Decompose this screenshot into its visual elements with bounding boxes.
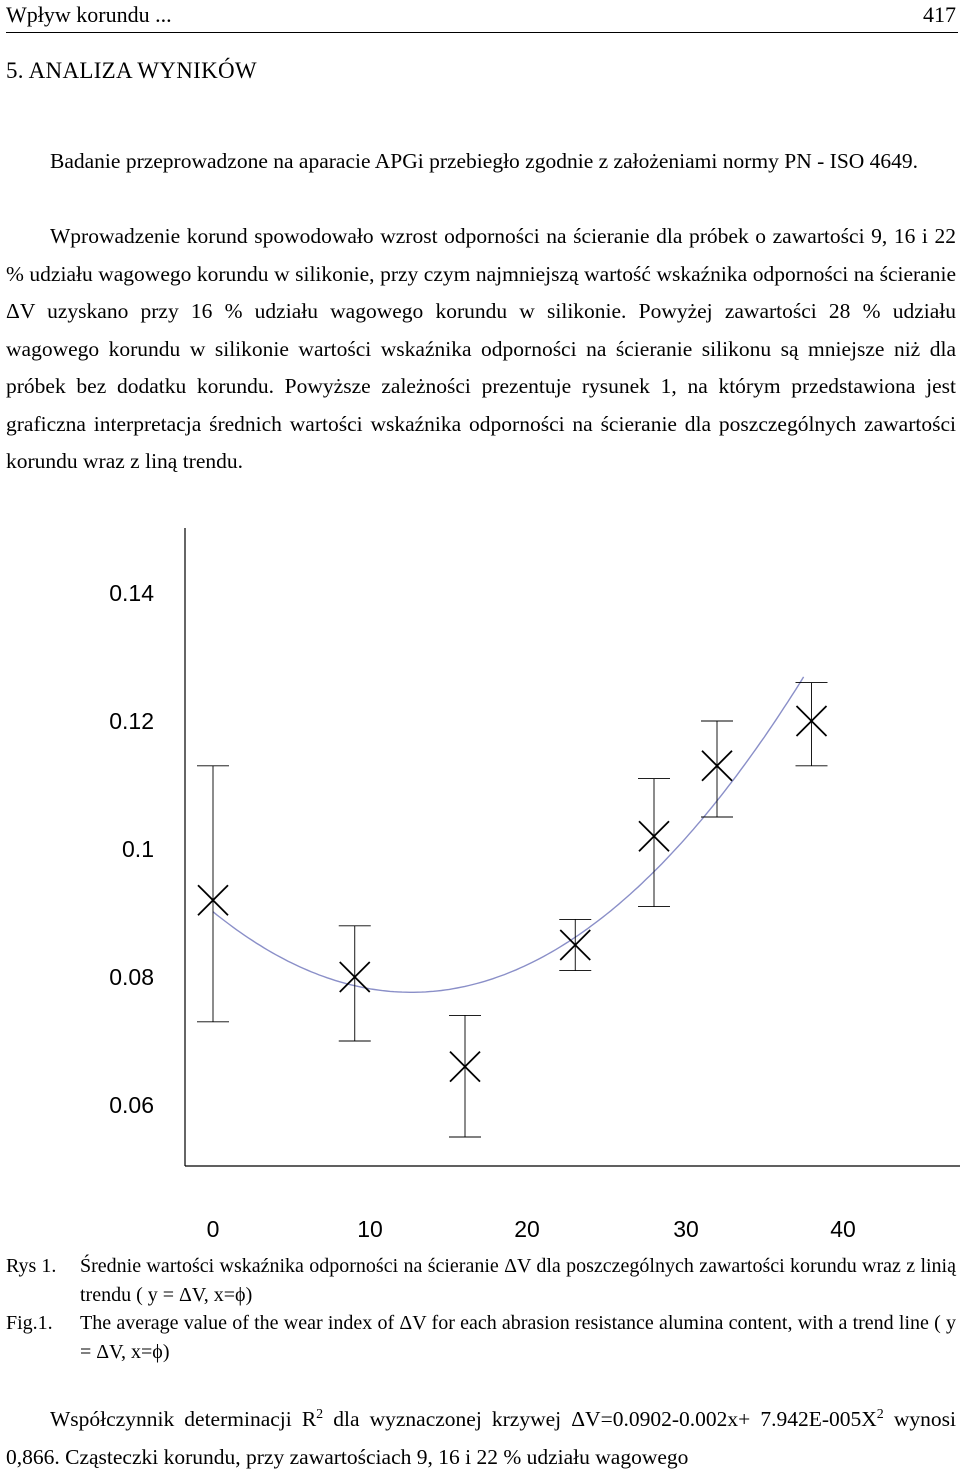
y-tick-label: 0.08 <box>109 964 154 990</box>
caption-polish-label: Rys 1. <box>6 1255 57 1277</box>
paragraph-3-part-b: dla wyznaczonej krzywej ΔV=0.0902-0.002x+ 7.942E-005X <box>323 1407 877 1431</box>
y-tick-label: 0.12 <box>109 708 154 734</box>
x-tick-label: 40 <box>830 1216 856 1242</box>
caption-english-text: The average value of the wear index of ΔV for each abrasion resistance alumina content, with a trend line ( y = ΔV, x=ϕ) <box>80 1312 956 1363</box>
paragraph-3 <box>6 1400 956 1476</box>
paragraph-3-part-a: Współczynnik determinacji R <box>50 1407 317 1431</box>
x-tick-label: 30 <box>673 1216 699 1242</box>
figure-1-chart <box>0 520 960 1252</box>
x-squared-superscript: 2 <box>876 1406 884 1422</box>
x-tick-label: 10 <box>357 1216 383 1242</box>
page-number: 417 <box>923 2 956 27</box>
y-tick-label: 0.06 <box>109 1092 154 1118</box>
y-tick-label: 0.14 <box>109 580 154 606</box>
paragraph-3-part-c: wynosi 0,866. Cząsteczki korundu, przy zawartościach 9, 16 i 22 % udziału wagowego <box>6 1407 956 1469</box>
running-title: Wpływ korundu ... <box>6 2 172 27</box>
tick-labels <box>109 580 856 1242</box>
section-title: 5. ANALIZA WYNIKÓW <box>6 58 257 83</box>
running-header <box>6 2 958 33</box>
paragraph-2: Wprowadzenie korund spowodowało wzrost odporności na ścieranie dla próbek o zawartości 9, 16 i 22 % udziału wagowego korundu w silikonie, przy czym najmniejszą wartość wskaźnika odporności na ścieranie ΔV uzyskano przy 16 % udziału wagowego korundu w silikonie. Powyżej zawartości 28 % udziału wagowego korundu w silikonie wartości wskaźnika odporności na ścieranie silikonu są mniejsze niż dla próbek bez dodatku korundu. Powyższe zależności prezentuje rysunek 1, na którym przedstawiona jest graficzna interpretacja średnich wartości wskaźnika odporności na ścieranie dla poszczególnych zawartości korundu wraz z liną trendu. <box>6 224 956 473</box>
data-marks <box>197 683 828 1137</box>
trend-line <box>213 677 804 992</box>
x-tick-label: 20 <box>514 1216 540 1242</box>
caption-polish-text: Średnie wartości wskaźnika odporności na ścieranie ΔV dla poszczególnych zawartości korundu wraz z linią trendu ( y = ΔV, x=ϕ) <box>80 1255 956 1306</box>
r-squared-superscript: 2 <box>316 1406 324 1422</box>
paragraph-1: Badanie przeprowadzone na aparacie APGi przebiegło zgodnie z założeniami normy PN - ISO 4649. <box>50 149 919 173</box>
trend-line-group <box>213 677 804 992</box>
chart-axes <box>185 528 960 1166</box>
x-tick-label: 0 <box>206 1216 220 1242</box>
caption-english-label: Fig.1. <box>6 1312 53 1334</box>
y-tick-label: 0.1 <box>122 836 154 862</box>
